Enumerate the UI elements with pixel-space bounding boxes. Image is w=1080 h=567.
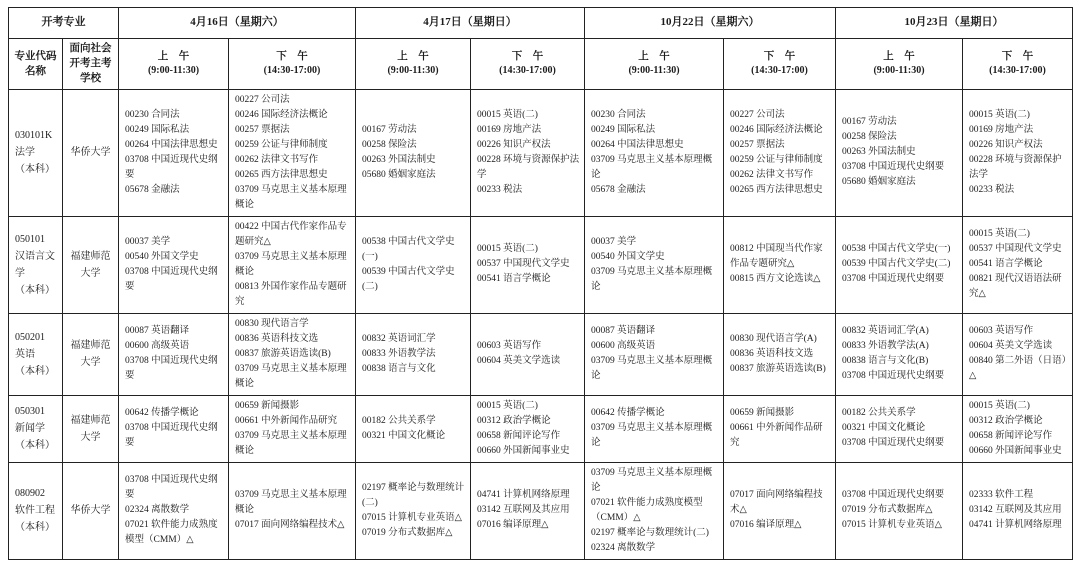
course-item: 00321 中国文化概论	[362, 430, 446, 441]
course-item: 00538 中国古代文学史(一)	[842, 244, 951, 255]
course-item: 03708 中国近现代史纲要	[125, 266, 218, 292]
course-item: 02197 概率论与数理统计(二)	[362, 482, 465, 508]
table-row	[9, 313, 1073, 395]
course-item: 00182 公共关系学	[842, 408, 916, 419]
course-item: 00262 法律文书写作	[235, 154, 319, 165]
course-item: 00233 税法	[969, 184, 1015, 195]
major-code-line: 050201	[15, 331, 45, 343]
course-item: 03709 马克思主义基本原理概论	[235, 184, 347, 210]
course-item: 00838 语言与文化(B)	[842, 356, 929, 367]
course-item: 00167 劳动法	[362, 124, 417, 135]
session-courses-cell	[836, 216, 963, 313]
session-courses-cell	[963, 89, 1073, 216]
major-code-line: 法学	[15, 147, 35, 159]
course-item: 00230 合同法	[125, 109, 180, 120]
session-courses-cell	[119, 462, 229, 559]
course-item: 00257 票据法	[730, 139, 785, 150]
exam-schedule-table	[8, 7, 1073, 560]
course-item: 00540 外国文学史	[591, 251, 665, 262]
course-item: 00815 西方文论选读△	[730, 274, 821, 285]
course-item: 00837 旅游英语选读(B)	[235, 348, 331, 359]
course-item: 03708 中国近现代史纲要	[842, 162, 945, 173]
session-courses-cell	[724, 216, 836, 313]
course-item: 00658 新闻评论写作	[477, 430, 561, 441]
course-item: 05680 婚姻家庭法	[362, 169, 436, 180]
session-time: (9:00-11:30)	[387, 65, 439, 77]
course-item: 00660 外国新闻事业史	[477, 445, 570, 456]
course-item: 00264 中国法律思想史	[125, 139, 218, 150]
course-item: 04741 计算机网络原理	[477, 490, 570, 501]
session-courses-cell	[471, 462, 585, 559]
session-header-am-1	[119, 39, 229, 90]
schedule-table-body	[9, 89, 1073, 559]
course-item: 03142 互联网及其应用	[477, 505, 570, 516]
course-item: 03709 马克思主义基本原理概论	[591, 356, 713, 382]
course-item: 00169 房地产法	[969, 124, 1034, 135]
course-item: 07016 编译原理△	[477, 520, 549, 531]
course-item: 02197 概率论与数理统计(二)	[591, 527, 709, 538]
course-item: 00321 中国文化概论	[842, 423, 926, 434]
session-header-am-2	[356, 39, 471, 90]
course-item: 00037 美学	[591, 236, 637, 247]
session-time: (14:30-17:00)	[499, 65, 556, 77]
session-courses-cell	[119, 216, 229, 313]
session-time: (14:30-17:00)	[989, 65, 1046, 77]
date-header-oct22: 10月22日（星期六）	[585, 8, 836, 39]
course-item: 00259 公证与律师制度	[235, 139, 328, 150]
course-item: 00182 公共关系学	[362, 415, 436, 426]
session-courses-cell	[356, 89, 471, 216]
session-label: 上 午	[638, 50, 670, 62]
course-item: 00659 新闻摄影	[235, 400, 300, 411]
session-courses-cell	[119, 89, 229, 216]
course-item: 00265 西方法律思想史	[730, 184, 823, 195]
course-item: 00541 语言学概论	[969, 259, 1043, 270]
session-header-pm-1	[229, 39, 356, 90]
course-item: 00227 公司法	[730, 109, 785, 120]
session-courses-cell	[471, 395, 585, 462]
course-item: 00541 语言学概论	[477, 274, 551, 285]
course-item: 00312 政治学概论	[969, 415, 1043, 426]
course-item: 00259 公证与律师制度	[730, 154, 823, 165]
session-courses-cell	[836, 89, 963, 216]
session-time: (9:00-11:30)	[628, 65, 680, 77]
session-courses-cell	[963, 313, 1073, 395]
session-courses-cell	[724, 462, 836, 559]
course-item: 00833 外语教学法(A)	[842, 341, 929, 352]
table-row	[9, 462, 1073, 559]
course-item: 00258 保险法	[362, 139, 417, 150]
major-code-name-cell	[9, 216, 63, 313]
course-item: 00015 英语(二)	[477, 400, 538, 411]
session-courses-cell	[356, 313, 471, 395]
session-courses-cell	[585, 216, 724, 313]
course-item: 03709 马克思主义基本原理概论	[235, 363, 347, 389]
session-header-row	[9, 39, 1073, 90]
session-courses-cell	[229, 462, 356, 559]
session-time: (14:30-17:00)	[751, 65, 808, 77]
course-item: 00830 现代语言学(A)	[730, 333, 817, 344]
major-code-line: （本科）	[15, 284, 55, 296]
course-item: 00230 合同法	[591, 109, 646, 120]
major-code-line: 080902	[15, 488, 45, 500]
course-item: 00661 中外新闻作品研究	[730, 423, 823, 449]
course-item: 05680 婚姻家庭法	[842, 177, 916, 188]
session-courses-cell	[724, 313, 836, 395]
session-courses-cell	[963, 216, 1073, 313]
course-item: 00228 环境与资源保护法学	[969, 154, 1062, 180]
date-header-apr17: 4月17日（星期日）	[356, 8, 585, 39]
session-courses-cell	[471, 89, 585, 216]
course-item: 00264 中国法律思想史	[591, 139, 684, 150]
session-courses-cell	[229, 89, 356, 216]
course-item: 00226 知识产权法	[477, 139, 551, 150]
major-code-line: 050301	[15, 406, 45, 418]
major-code-line: （本科）	[15, 440, 55, 452]
session-courses-cell	[229, 216, 356, 313]
session-courses-cell	[585, 395, 724, 462]
course-item: 00600 高级英语	[125, 341, 190, 352]
course-item: 00836 英语科技文选	[235, 333, 319, 344]
course-item: 00312 政治学概论	[477, 415, 551, 426]
session-courses-cell	[356, 216, 471, 313]
session-header-pm-3	[724, 39, 836, 90]
date-header-oct23: 10月23日（星期日）	[836, 8, 1073, 39]
course-item: 07017 面向网络编程技术△	[730, 490, 823, 516]
date-header-apr16: 4月16日（星期六）	[119, 8, 356, 39]
course-item: 07016 编译原理△	[730, 520, 802, 531]
major-code-name-cell	[9, 462, 63, 559]
course-item: 07015 计算机专业英语△	[842, 520, 942, 531]
course-item: 00087 英语翻译	[591, 326, 656, 337]
session-courses-cell	[836, 395, 963, 462]
course-item: 00015 英语(二)	[969, 400, 1030, 411]
course-item: 00837 旅游英语选读(B)	[730, 363, 826, 374]
course-item: 02333 软件工程	[969, 490, 1034, 501]
session-label: 上 午	[397, 50, 429, 62]
course-item: 00840 第二外语（日语）△	[969, 356, 1067, 382]
course-item: 07015 计算机专业英语△	[362, 512, 462, 523]
course-item: 00249 国际私法	[591, 124, 656, 135]
course-item: 00227 公司法	[235, 94, 290, 105]
major-code-line: 软件工程	[15, 505, 55, 517]
course-item: 07017 面向网络编程技术△	[235, 520, 345, 531]
table-row	[9, 89, 1073, 216]
course-item: 00015 英语(二)	[969, 109, 1030, 120]
course-item: 00422 中国古代作家作品专题研究△	[235, 221, 347, 247]
course-item: 00540 外国文学史	[125, 251, 199, 262]
major-code-line: （本科）	[15, 365, 55, 377]
course-item: 00169 房地产法	[477, 124, 542, 135]
course-item: 00812 中国现当代作家作品专题研究△	[730, 244, 823, 270]
session-courses-cell	[356, 462, 471, 559]
course-item: 03708 中国近现代史纲要	[842, 274, 945, 285]
school-cell: 福建师范大学	[63, 313, 119, 395]
session-label: 下 午	[276, 50, 308, 62]
course-item: 03709 马克思主义基本原理概论	[591, 266, 713, 292]
major-code-line: （本科）	[15, 164, 55, 176]
session-label: 上 午	[157, 50, 190, 62]
major-code-line: 英语	[15, 348, 35, 360]
course-item: 03709 马克思主义基本原理概论	[235, 251, 347, 277]
course-item: 02324 离散数学	[591, 542, 656, 553]
course-item: 00228 环境与资源保护法学	[477, 154, 580, 180]
session-courses-cell	[471, 216, 585, 313]
course-item: 00258 保险法	[842, 132, 897, 143]
school-cell: 福建师范大学	[63, 216, 119, 313]
course-item: 00265 西方法律思想史	[235, 169, 328, 180]
course-item: 03709 马克思主义基本原理概论	[235, 490, 347, 516]
session-courses-cell	[119, 313, 229, 395]
course-item: 00233 税法	[477, 184, 523, 195]
table-row	[9, 216, 1073, 313]
course-item: 03708 中国近现代史纲要	[842, 438, 945, 449]
school-cell: 福建师范大学	[63, 395, 119, 462]
major-code-line: 030101K	[15, 130, 53, 142]
course-item: 00642 传播学概论	[125, 408, 199, 419]
course-item: 00604 英美文学选读	[477, 356, 561, 367]
course-item: 02324 离散数学	[125, 505, 190, 516]
session-header-am-3	[585, 39, 724, 90]
course-item: 00249 国际私法	[125, 124, 190, 135]
session-header-am-4	[836, 39, 963, 90]
school-cell: 华侨大学	[63, 462, 119, 559]
course-item: 00838 语言与文化	[362, 363, 436, 374]
session-courses-cell	[963, 462, 1073, 559]
course-item: 00538 中国古代文学史(一)	[362, 236, 455, 262]
session-header-pm-4	[963, 39, 1073, 90]
course-item: 00087 英语翻译	[125, 326, 190, 337]
course-item: 03709 马克思主义基本原理概论	[591, 467, 713, 493]
course-item: 03142 互联网及其应用	[969, 505, 1062, 516]
session-courses-cell	[471, 313, 585, 395]
course-item: 03708 中国近现代史纲要	[125, 475, 218, 501]
date-header-row	[9, 8, 1073, 39]
course-item: 00015 英语(二)	[477, 109, 538, 120]
course-item: 03708 中国近现代史纲要	[842, 490, 945, 501]
course-item: 00600 高级英语	[591, 341, 656, 352]
course-item: 00537 中国现代文学史	[477, 259, 570, 270]
course-item: 00603 英语写作	[969, 326, 1034, 337]
course-item: 00836 英语科技文选	[730, 348, 814, 359]
session-time: (9:00-11:30)	[147, 65, 200, 77]
course-item: 00833 外语教学法	[362, 348, 436, 359]
header-exam-majors: 开考专业	[9, 8, 119, 39]
course-item: 00257 票据法	[235, 124, 290, 135]
table-row	[9, 395, 1073, 462]
session-courses-cell	[724, 89, 836, 216]
session-courses-cell	[585, 313, 724, 395]
major-code-line: 新闻学	[15, 423, 45, 435]
course-item: 00246 国际经济法概论	[730, 124, 823, 135]
major-code-line: （本科）	[15, 522, 55, 534]
course-item: 05678 金融法	[591, 184, 646, 195]
course-item: 03708 中国近现代史纲要	[125, 356, 218, 382]
course-item: 00262 法律文书写作	[730, 169, 814, 180]
course-item: 00832 英语词汇学	[362, 333, 436, 344]
session-time: (14:30-17:00)	[263, 65, 321, 77]
major-code-name-cell	[9, 313, 63, 395]
course-item: 00821 现代汉语语法研究△	[969, 274, 1062, 300]
course-item: 04741 计算机网络原理	[969, 520, 1062, 531]
course-item: 00015 英语(二)	[969, 229, 1030, 240]
major-code-name-cell	[9, 89, 63, 216]
course-item: 05678 金融法	[125, 184, 180, 195]
course-item: 00658 新闻评论写作	[969, 430, 1053, 441]
session-time: (9:00-11:30)	[873, 65, 925, 77]
course-item: 00659 新闻摄影	[730, 408, 795, 419]
course-item: 07021 软件能力成熟度模型（CMM）△	[591, 497, 703, 523]
course-item: 00037 美学	[125, 236, 171, 247]
session-courses-cell	[356, 395, 471, 462]
session-label: 下 午	[1001, 50, 1034, 62]
course-item: 00537 中国现代文学史	[969, 244, 1062, 255]
course-item: 00661 中外新闻作品研究	[235, 415, 338, 426]
session-courses-cell	[724, 395, 836, 462]
major-code-line: 汉语言文学	[15, 250, 55, 279]
course-item: 00830 现代语言学	[235, 318, 309, 329]
course-item: 00604 英美文学选读	[969, 341, 1053, 352]
course-item: 00263 外国法制史	[362, 154, 436, 165]
session-label: 下 午	[763, 50, 796, 62]
session-courses-cell	[836, 462, 963, 559]
session-courses-cell	[585, 462, 724, 559]
school-cell: 华侨大学	[63, 89, 119, 216]
course-item: 00015 英语(二)	[477, 244, 538, 255]
course-item: 00539 中国古代文学史(二)	[842, 259, 951, 270]
col-header-major-code: 专业代码名称	[9, 39, 63, 90]
session-header-pm-2	[471, 39, 585, 90]
session-courses-cell	[836, 313, 963, 395]
course-item: 00660 外国新闻事业史	[969, 445, 1062, 456]
major-code-name-cell	[9, 395, 63, 462]
session-courses-cell	[229, 395, 356, 462]
table-header	[9, 8, 1073, 90]
session-courses-cell	[119, 395, 229, 462]
course-item: 07021 软件能力成熟度模型（CMM）△	[125, 520, 218, 546]
course-item: 00226 知识产权法	[969, 139, 1043, 150]
course-item: 00603 英语写作	[477, 341, 542, 352]
course-item: 07019 分布式数据库△	[362, 527, 453, 538]
session-courses-cell	[229, 313, 356, 395]
session-courses-cell	[585, 89, 724, 216]
course-item: 00642 传播学概论	[591, 408, 665, 419]
course-item: 00539 中国古代文学史(二)	[362, 266, 455, 292]
course-item: 03709 马克思主义基本原理概论	[591, 423, 713, 449]
course-item: 00263 外国法制史	[842, 147, 916, 158]
session-label: 上 午	[883, 50, 915, 62]
course-item: 07019 分布式数据库△	[842, 505, 933, 516]
course-item: 00832 英语词汇学(A)	[842, 326, 929, 337]
session-label: 下 午	[511, 50, 544, 62]
course-item: 03708 中国近现代史纲要	[125, 154, 218, 180]
course-item: 00167 劳动法	[842, 117, 897, 128]
course-item: 00246 国际经济法概论	[235, 109, 328, 120]
major-code-line: 050101	[15, 233, 45, 245]
course-item: 03709 马克思主义基本原理概论	[591, 154, 713, 180]
course-item: 03708 中国近现代史纲要	[842, 371, 945, 382]
course-item: 03709 马克思主义基本原理概论	[235, 430, 347, 456]
session-courses-cell	[963, 395, 1073, 462]
course-item: 00813 外国作家作品专题研究	[235, 281, 347, 307]
col-header-school: 面向社会开考主考学校	[63, 39, 119, 90]
course-item: 03708 中国近现代史纲要	[125, 423, 218, 449]
